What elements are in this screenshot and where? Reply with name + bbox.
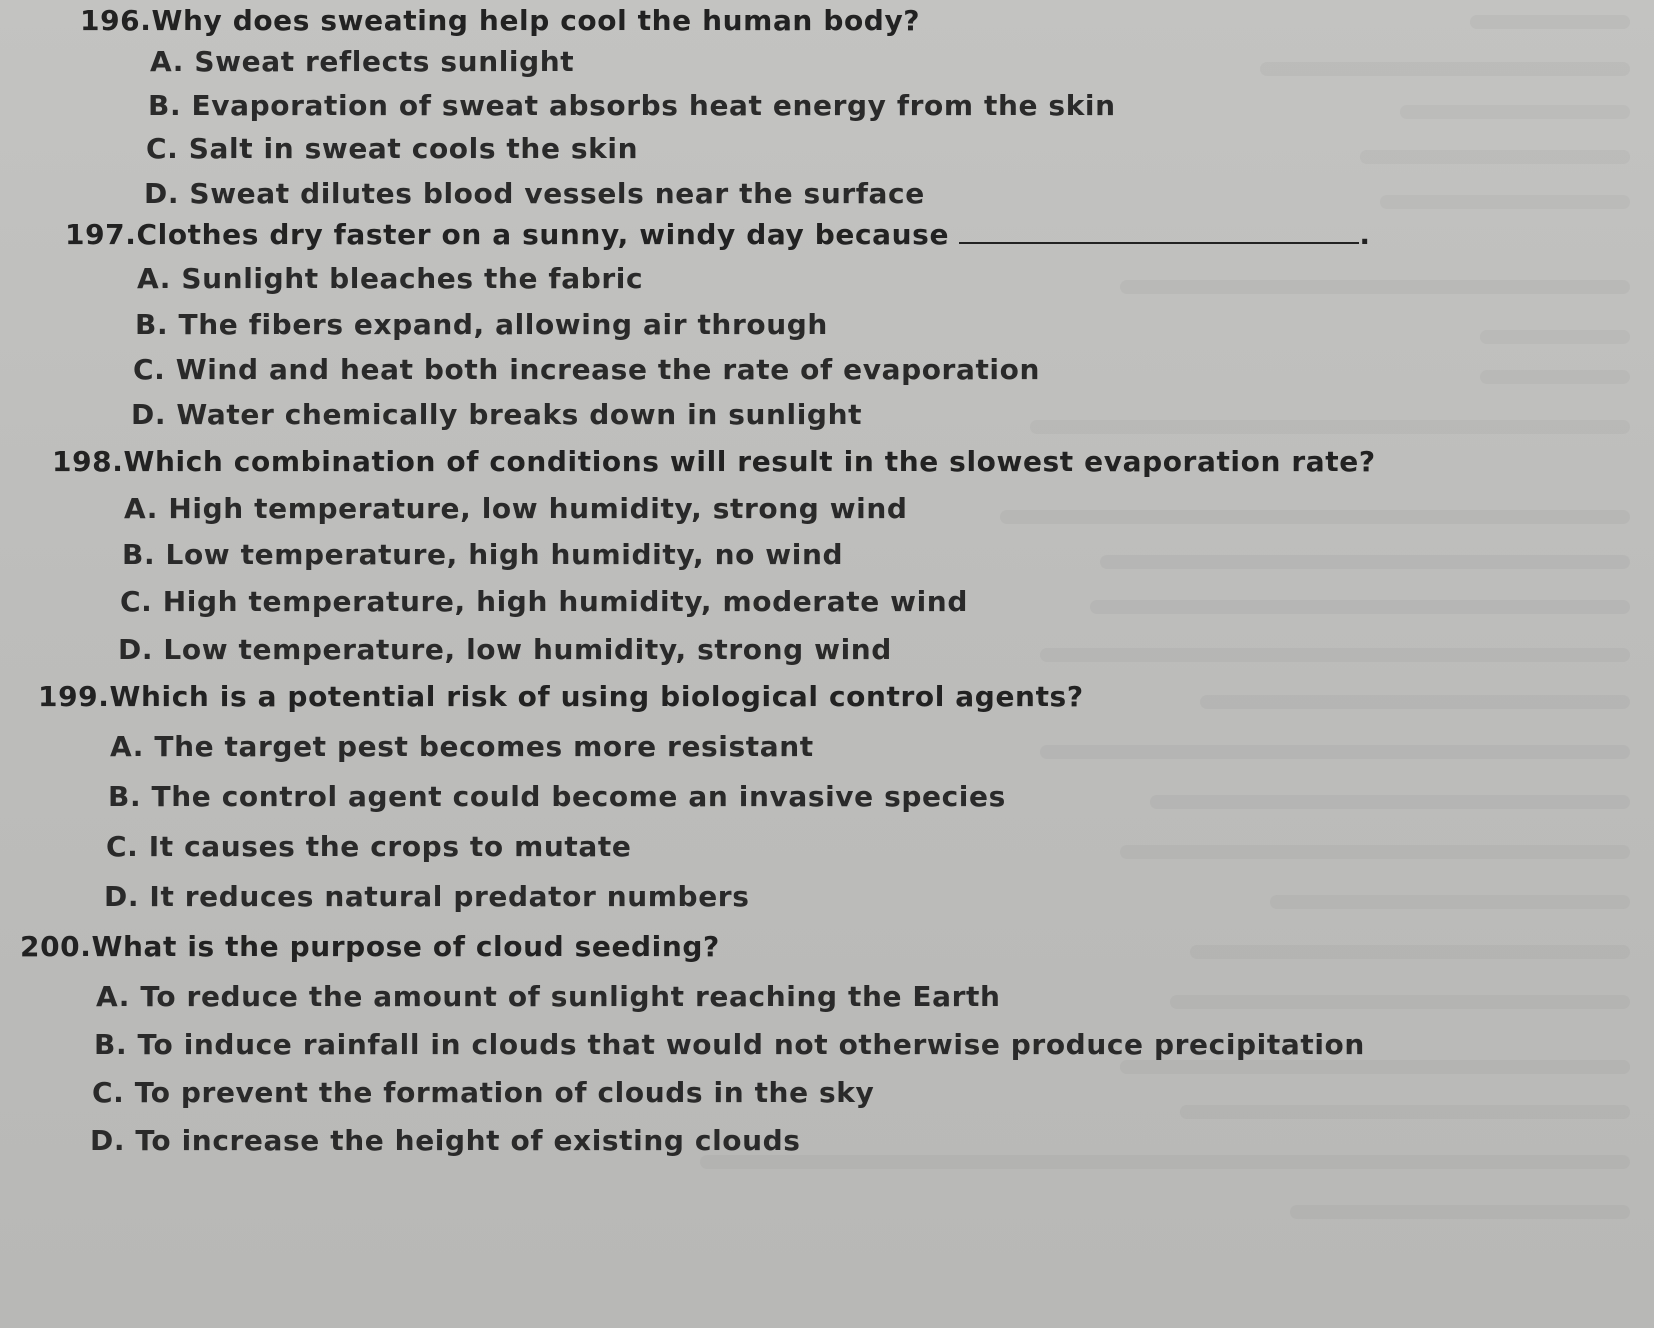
- option-197-d: D. Water chemically breaks down in sunlight: [131, 398, 863, 431]
- option-200-b: B. To induce rainfall in clouds that would not otherwise produce precipitation: [94, 1028, 1365, 1061]
- option-198-d: D. Low temperature, low humidity, strong wind: [118, 633, 892, 666]
- question-number: 199.: [38, 680, 110, 713]
- option-198-c: C. High temperature, high humidity, moderate wind: [120, 585, 968, 618]
- question-number: 198.: [52, 445, 124, 478]
- question-text: What is the purpose of cloud seeding?: [91, 930, 720, 963]
- question-text: Which is a potential risk of using biological control agents?: [109, 680, 1084, 713]
- option-197-c: C. Wind and heat both increase the rate of evaporation: [133, 353, 1041, 386]
- question-197: [65, 218, 1371, 251]
- question-200: [20, 930, 720, 963]
- option-199-c: C. It causes the crops to mutate: [106, 830, 632, 863]
- trailing-period: .: [1359, 218, 1371, 251]
- option-196-d: D. Sweat dilutes blood vessels near the surface: [144, 177, 925, 210]
- question-text: Clothes dry faster on a sunny, windy day because: [136, 218, 950, 251]
- option-197-b: B. The fibers expand, allowing air through: [135, 308, 828, 341]
- answer-blank[interactable]: [959, 220, 1359, 244]
- question-198: [52, 445, 1376, 478]
- option-199-a: A. The target pest becomes more resistant: [110, 730, 814, 763]
- option-199-d: D. It reduces natural predator numbers: [104, 880, 750, 913]
- option-200-c: C. To prevent the formation of clouds in the sky: [92, 1076, 875, 1109]
- option-196-a: A. Sweat reflects sunlight: [150, 45, 575, 78]
- option-200-d: D. To increase the height of existing clouds: [90, 1124, 801, 1157]
- option-198-a: A. High temperature, low humidity, strong wind: [124, 492, 908, 525]
- option-196-c: C. Salt in sweat cools the skin: [146, 132, 639, 165]
- question-196: [80, 4, 920, 37]
- option-198-b: B. Low temperature, high humidity, no wind: [122, 538, 844, 571]
- option-199-b: B. The control agent could become an invasive species: [108, 780, 1006, 813]
- option-200-a: A. To reduce the amount of sunlight reaching the Earth: [96, 980, 1001, 1013]
- question-text: Why does sweating help cool the human body?: [151, 4, 921, 37]
- question-199: [38, 680, 1084, 713]
- option-196-b: B. Evaporation of sweat absorbs heat energy from the skin: [148, 89, 1116, 122]
- option-197-a: A. Sunlight bleaches the fabric: [137, 262, 644, 295]
- question-number: 196.: [80, 4, 152, 37]
- question-number: 200.: [20, 930, 92, 963]
- question-text: Which combination of conditions will result in the slowest evaporation rate?: [123, 445, 1376, 478]
- question-number: 197.: [65, 218, 137, 251]
